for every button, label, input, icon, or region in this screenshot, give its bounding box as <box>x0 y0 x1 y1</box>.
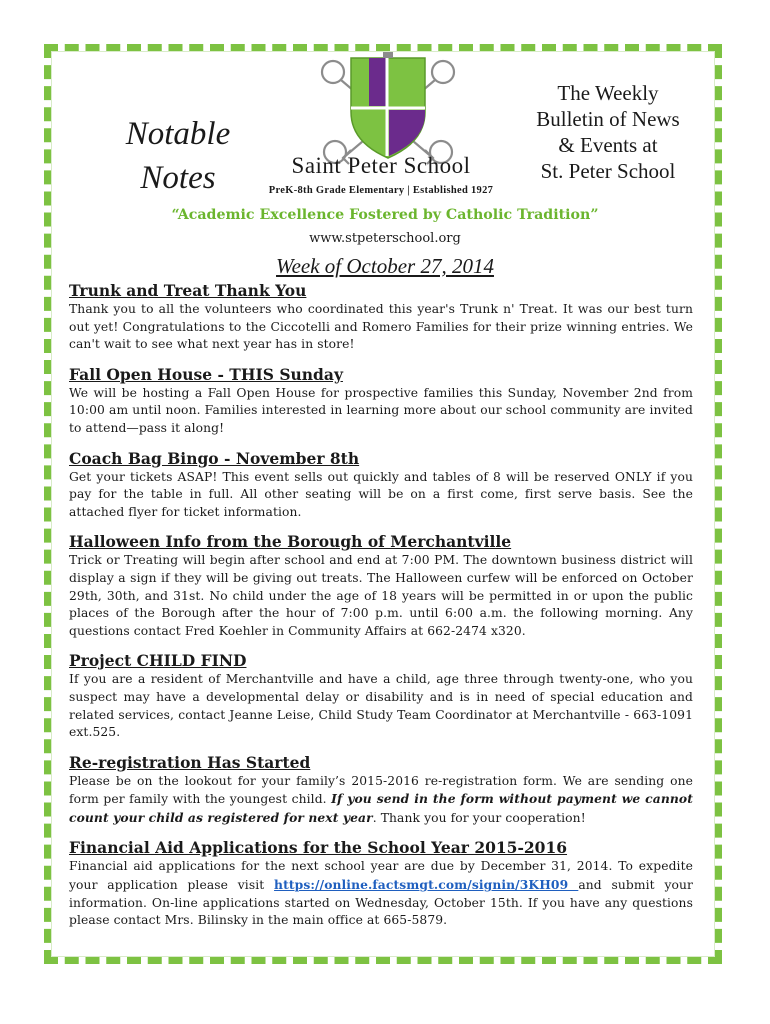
weekly-line: St. Peter School <box>540 159 676 183</box>
article-title: Re-registration Has Started <box>69 752 311 772</box>
weekly-bulletin-title <box>520 80 696 184</box>
body-emphasis: If you send in the form without payment we cannot count your child as registered for next year <box>69 791 693 825</box>
articles-list <box>69 280 693 940</box>
article-body: Thank you to all the volunteers who coordinated this year's Trunk n' Treat. It was our best turn out yet! Congratulations to the Ciccotelli and Romero Families for their prize winning entries. We can't wait to see what next year has in store! <box>69 302 693 352</box>
article-body: If you are a resident of Merchantville and have a child, age three through twenty-one, who you suspect may have a developmental delay or disability and is in need of special education and related services, contact Jeanne Leise, Child Study Team Coordinator at Merchantville - 663-1091 ext.525. <box>69 672 693 740</box>
weekly-line: Bulletin of News <box>536 107 680 131</box>
article-body: Get your tickets ASAP! This event sells out quickly and tables of 8 will be reserved ONLY if you pay for the table in full. All other seating will be on a first come, first serve basis. See the attached flyer for ticket information. <box>69 469 693 519</box>
notes-word: Notes <box>140 160 216 196</box>
article-halloween-info <box>69 531 693 640</box>
article-title: Trunk and Treat Thank You <box>69 281 307 300</box>
article-trunk-and-treat <box>69 280 693 354</box>
body-end: and submit your information. On-line applications started on Wednesday, October 15th. If you have any questions please contact Mrs. Bilinsky in the main office at 665-5879. <box>69 878 693 928</box>
notable-word: Notable <box>125 116 231 152</box>
financial-aid-link[interactable]: https://online.factsmgt.com/signin/3KH09 <box>274 877 579 893</box>
school-motto: “Academic Excellence Fostered by Catholic Tradition” <box>171 207 599 223</box>
weekly-line: The Weekly <box>557 81 659 105</box>
article-financial-aid <box>69 837 693 929</box>
week-text: Week of October 27, 2014 <box>276 254 494 278</box>
article-re-registration <box>69 752 693 828</box>
article-body <box>69 773 693 828</box>
article-body <box>69 858 693 929</box>
article-title: Project CHILD FIND <box>69 651 247 671</box>
article-title: Halloween Info from the Borough of Merchantville <box>69 532 512 552</box>
body-start: Please be on the lookout for your family’s 2015-2016 re-registration form. We are sending one form per family with the youngest child. <box>69 773 693 807</box>
school-subtitle: PreK-8th Grade Elementary | Established 1927 <box>268 185 494 196</box>
body-end: . Thank you for your cooperation! <box>372 810 586 825</box>
article-title: Fall Open House - THIS Sunday <box>69 364 343 384</box>
key-bow-right-top <box>432 61 454 83</box>
article-body: We will be hosting a Fall Open House for prospective families this Sunday, November 2nd from 10:00 am until noon. Families interested in learning more about our school community are invited to attend—pass it along! <box>69 385 693 435</box>
school-website: www.stpeterschool.org <box>309 231 461 246</box>
notable-notes-title <box>98 112 258 200</box>
body-start: Financial aid applications for the next school year are due by December 31, 2014. To expedite your application please visit <box>69 859 693 893</box>
weekly-line: & Events at <box>558 133 658 157</box>
article-child-find <box>69 650 693 741</box>
article-open-house <box>69 364 693 438</box>
week-heading <box>60 254 710 279</box>
article-title: Coach Bag Bingo - November 8th <box>69 448 360 468</box>
article-title: Financial Aid Applications for the School Year 2015-2016 <box>69 838 568 858</box>
school-name: Saint Peter School <box>291 153 471 178</box>
key-bow-left-top <box>322 61 344 83</box>
article-body: Trick or Treating will begin after school and end at 7:00 PM. The downtown business district will display a sign if they will be giving out treats. The Halloween curfew will be enforced on October 29th, 30th, and 31st. No child under the age of 18 years will be permitted in or upon the public places of the Borough after the hour of 7:00 p.m. until 6:00 a.m. the following morning. Any questions contact Fred Koehler in Community Affairs at 662-2474 x320. <box>69 553 693 638</box>
article-coach-bag-bingo <box>69 448 693 522</box>
